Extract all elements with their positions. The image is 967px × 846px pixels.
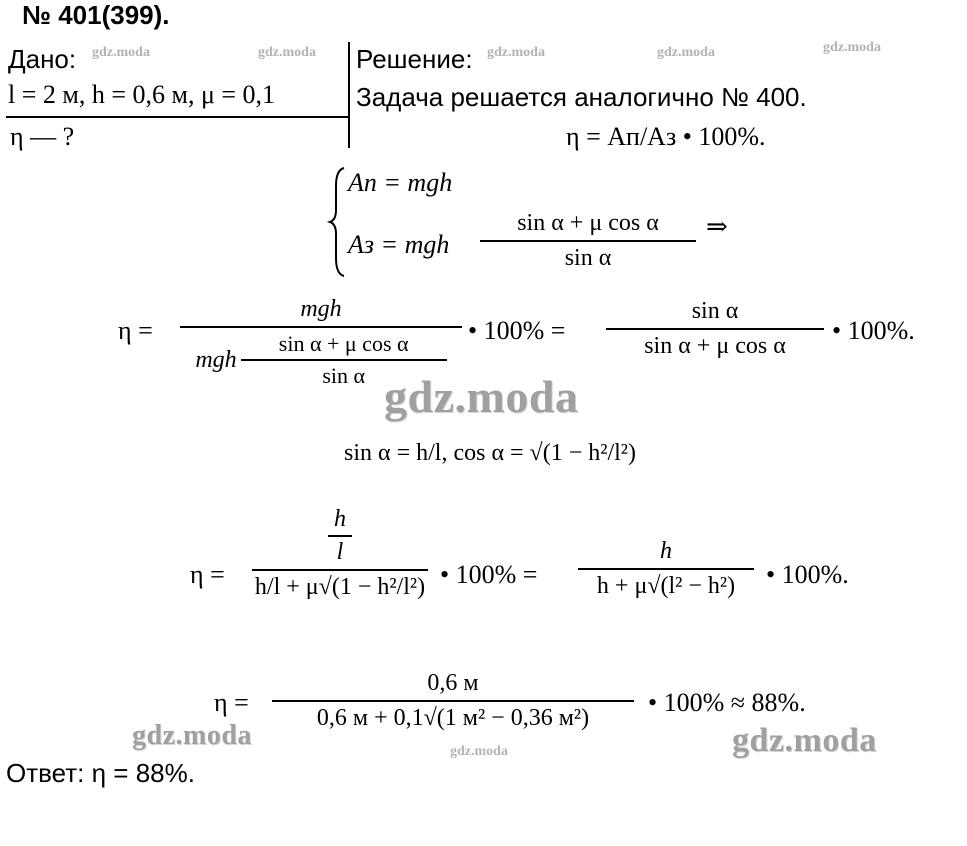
solution-label: Решение: <box>356 44 473 74</box>
eta-label: η = <box>118 316 153 345</box>
watermark: gdz.moda <box>487 45 545 60</box>
given-label: Дано: <box>8 44 77 74</box>
given-separator <box>6 116 350 118</box>
times-100-end-eq3: • 100%. <box>832 316 915 345</box>
equation-sin-cos: sin α = h/l, cos α = √(1 − h²/l²) <box>344 440 636 466</box>
eta-label-eq5: η = <box>190 560 225 589</box>
given-values: l = 2 м, h = 0,6 м, μ = 0,1 <box>8 80 276 109</box>
equation-efficiency: η = Aп/Aз • 100%. <box>566 122 766 151</box>
solution-note: Задача решается аналогично № 400. <box>356 82 807 112</box>
eta-label-eq6: η = <box>214 688 249 717</box>
watermark: gdz.moda <box>92 45 150 60</box>
eq3-fraction-left: mgh mgh sin α + μ cos α sin α <box>180 296 462 389</box>
implies-arrow: ⇒ <box>706 212 728 241</box>
given-vertical-rule <box>348 42 350 148</box>
watermark: gdz.moda <box>657 45 715 60</box>
watermark-large: gdz.moda <box>132 720 252 751</box>
eq5-fraction-right: h h + μ√(l² − h²) <box>578 538 754 600</box>
watermark: gdz.moda <box>450 744 508 759</box>
watermark-large: gdz.moda <box>384 371 579 422</box>
times-100-end-eq5: • 100%. <box>766 560 849 589</box>
eq5-fraction-left: h l h/l + μ√(1 − h²/l²) <box>252 506 428 601</box>
system-line-total-fraction: sin α + μ cos α sin α <box>480 210 696 272</box>
times-100-eq5: • 100% = <box>440 560 538 589</box>
given-unknown: η — ? <box>10 122 75 151</box>
system-line-useful: Aп = mgh <box>348 168 453 197</box>
answer: Ответ: η = 88%. <box>6 758 195 788</box>
times-100-eq3: • 100% = <box>468 316 566 345</box>
watermark: gdz.moda <box>258 45 316 60</box>
eq6-result: • 100% ≈ 88%. <box>648 688 806 717</box>
watermark-large: gdz.moda <box>732 722 877 759</box>
system-line-total-left: Aз = mgh <box>348 230 450 259</box>
system-brace <box>330 166 346 278</box>
problem-number: № 401(399). <box>22 0 170 30</box>
watermark: gdz.moda <box>823 40 881 55</box>
eq6-fraction: 0,6 м 0,6 м + 0,1√(1 м² − 0,36 м²) <box>272 670 634 732</box>
eq3-fraction-right: sin α sin α + μ cos α <box>606 298 824 360</box>
